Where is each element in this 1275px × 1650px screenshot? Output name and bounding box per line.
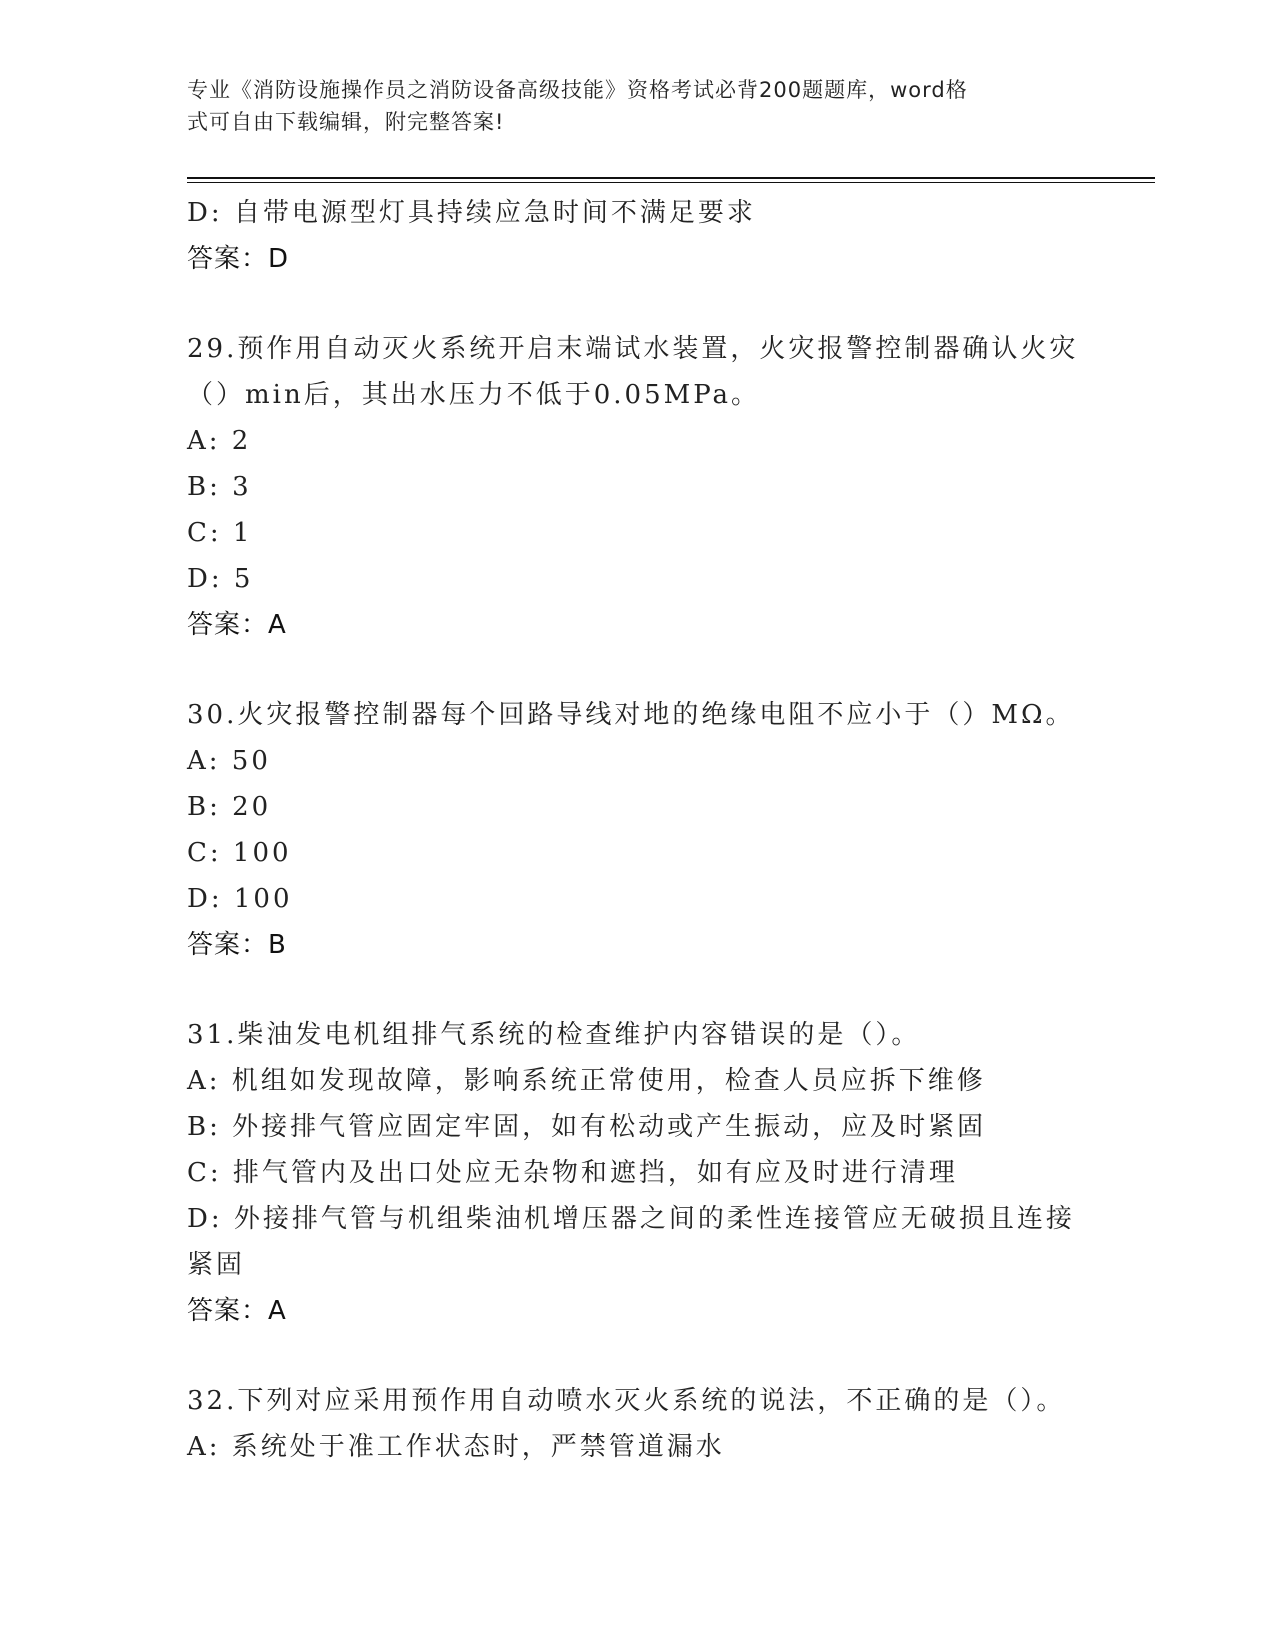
answer: 答案：D [187, 244, 290, 274]
option-c: C: 排气管内及出口处应无杂物和遮挡，如有应及时进行清理 [187, 1158, 958, 1188]
option-d: D: 5 [187, 564, 254, 594]
option-b: B: 20 [187, 792, 272, 822]
option-a: A: 机组如发现故障，影响系统正常使用，检查人员应拆下维修 [187, 1066, 986, 1096]
option-b: B: 外接排气管应固定牢固，如有松动或产生振动，应及时紧固 [187, 1112, 987, 1142]
question-29 [187, 326, 1087, 648]
answer: 答案：B [187, 930, 287, 960]
question-stem-line-1: 31.柴油发电机组排气系统的检查维护内容错误的是（）。 [187, 1020, 921, 1050]
option-d: D: 自带电源型灯具持续应急时间不满足要求 [187, 198, 756, 228]
option-b: B: 3 [187, 472, 252, 502]
option-c: C: 1 [187, 518, 253, 548]
option-d: D: 外接排气管与机组柴油机增压器之间的柔性连接管应无破损且连接 [187, 1204, 1075, 1234]
question-list [187, 190, 1087, 1470]
question-32 [187, 1378, 1087, 1470]
header-line-2: 式可自由下载编辑，附完整答案! [187, 110, 505, 134]
option-a: A: 系统处于准工作状态时，严禁管道漏水 [187, 1432, 725, 1462]
option-a: A: 50 [187, 746, 271, 776]
question-stem-line-1: 29.预作用自动灭火系统开启末端试水装置，火灾报警控制器确认火灾 [187, 334, 1079, 364]
header-rule-thin [187, 182, 1155, 183]
option-d: D: 100 [187, 884, 293, 914]
option-c: C: 100 [187, 838, 292, 868]
document-header [187, 74, 1057, 138]
question-31 [187, 1012, 1087, 1334]
answer: 答案：A [187, 610, 287, 640]
option-a: A: 2 [187, 426, 252, 456]
question-stem-line-2: （）min后，其出水压力不低于0.05MPa。 [187, 380, 761, 410]
question-stem-line-1: 30.火灾报警控制器每个回路导线对地的绝缘电阻不应小于（）MΩ。 [187, 700, 1075, 730]
header-line-1: 专业《消防设施操作员之消防设备高级技能》资格考试必背200题题库，word格 [187, 78, 968, 102]
question-28-tail [187, 190, 1087, 282]
question-30 [187, 692, 1087, 968]
header-rule-thick [187, 177, 1155, 179]
question-stem-line-1: 32.下列对应采用预作用自动喷水灭火系统的说法，不正确的是（）。 [187, 1386, 1066, 1416]
answer: 答案：A [187, 1296, 287, 1326]
option-d-continuation: 紧固 [187, 1250, 246, 1280]
